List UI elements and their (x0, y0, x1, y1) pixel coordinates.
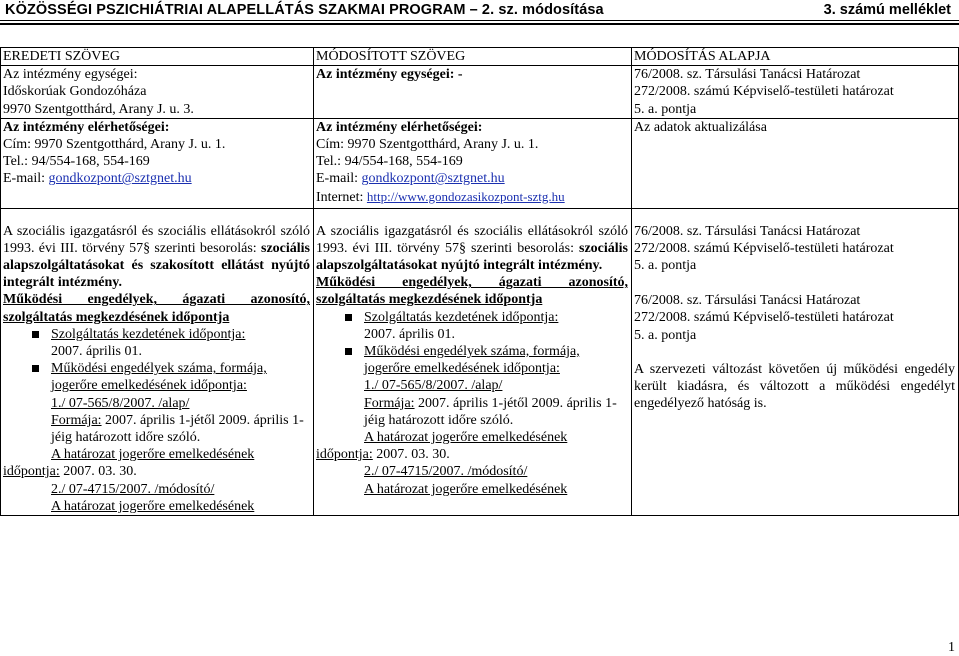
text-line: időpontja: 2007. 03. 30. (3, 464, 137, 480)
text-line: A határozat jogerőre emelkedésének (364, 481, 568, 497)
text-line: 76/2008. sz. Társulási Tanácsi Határozat (634, 293, 861, 309)
text-line: A határozat jogerőre emelkedésének (51, 498, 255, 514)
cell-original-classification (1, 208, 314, 515)
paragraph: A szervezeti változást követően új működési engedély került kiadásra, és változott a működési engedélyt engedélyező hatóság is. (634, 361, 955, 412)
cell-basis-units (632, 66, 959, 119)
text-line: Formája: 2007. április 1-jétől 2009. április 1-jéig határozott időre szóló. (364, 395, 617, 428)
text-line: Az intézmény elérhetőségei: (3, 119, 170, 135)
text-line: Az adatok aktualizálása (634, 119, 767, 135)
text-line: Az intézmény elérhetőségei: (316, 119, 483, 135)
text-line: 1./ 07-565/8/2007. /alap/ (364, 378, 503, 394)
table-header-row (1, 48, 959, 66)
text-line: A határozat jogerőre emelkedésének (51, 447, 255, 463)
text-line: 2007. április 01. (364, 326, 455, 342)
table-row-contacts (1, 118, 959, 208)
bullet-item: Működési engedélyek száma, formája, jogerőre emelkedésének időpontja: (316, 343, 628, 377)
text-line: Cím: 9970 Szentgotthárd, Arany J. u. 1. (316, 137, 539, 153)
cell-modified-contacts (314, 118, 632, 208)
email-line (3, 170, 310, 187)
section-heading: Működési engedélyek, ágazati azonosító, szolgáltatás megkezdésének időpontja (3, 292, 310, 325)
cell-original-units (1, 66, 314, 119)
text-line: 2./ 07-4715/2007. /módosító/ (51, 481, 215, 497)
column-header-basis: MÓDOSÍTÁS ALAPJA (632, 48, 959, 66)
column-header-modified: MÓDOSÍTOTT SZÖVEG (314, 48, 632, 66)
cell-modified-units (314, 66, 632, 119)
text-line: időpontja: 2007. 03. 30. (316, 447, 450, 463)
website-link[interactable]: http://www.gondozasikozpont-sztg.hu (366, 188, 565, 204)
text-line: A határozat jogerőre emelkedésének (364, 430, 568, 446)
annex-label: 3. számú melléklet (823, 2, 951, 18)
text-line: 272/2008. számú Képviselő-testületi határozat (634, 240, 894, 256)
text-line: 5. a. pontja (634, 327, 697, 343)
text-line: 76/2008. sz. Társulási Tanácsi Határozat (634, 67, 861, 83)
header-rule (0, 20, 959, 21)
table-row-classification (1, 208, 959, 515)
text-line: Formája: 2007. április 1-jétől 2009. április 1-jéig határozott időre szóló. (51, 412, 304, 446)
cell-original-contacts (1, 118, 314, 208)
header-rule-thick (0, 23, 959, 25)
text-line: 1./ 07-565/8/2007. /alap/ (51, 395, 190, 411)
text-line: Cím: 9970 Szentgotthárd, Arany J. u. 1. (3, 137, 226, 153)
text-line: 5. a. pontja (634, 101, 697, 117)
internet-label: Internet: (316, 189, 367, 205)
comparison-table (0, 47, 959, 516)
cell-basis-classification (632, 208, 959, 515)
email-label: E-mail: (3, 171, 49, 187)
text-line: Tel.: 94/554-168, 554-169 (316, 154, 463, 170)
text-line: 2007. április 01. (51, 344, 142, 360)
text-line: Az intézmény egységei: (3, 67, 138, 83)
email-link[interactable]: gondkozpont@sztgnet.hu (48, 171, 192, 187)
bullet-item: Szolgáltatás kezdetének időpontja: (3, 326, 310, 343)
paragraph: A szociális igazgatásról és szociális ellátásokról szóló 1993. évi III. törvény 57§ szerinti besorolás: szociális alapszolgáltatásokat és szakosított ellátást nyújtó integrált intézmény. (3, 223, 310, 291)
cell-modified-classification (314, 208, 632, 515)
text-line: 9970 Szentgotthárd, Arany J. u. 3. (3, 101, 194, 117)
email-link[interactable]: gondkozpont@sztgnet.hu (361, 171, 505, 187)
cell-basis-contacts (632, 118, 959, 208)
paragraph: A szociális igazgatásról és szociális ellátásokról szóló 1993. évi III. törvény 57§ szerinti besorolás: szociális alapszolgáltatásokat nyújtó integrált intézmény. (316, 223, 628, 274)
column-header-original: EREDETI SZÖVEG (1, 48, 314, 66)
document-title: KÖZÖSSÉGI PSZICHIÁTRIAI ALAPELLÁTÁS SZAKMAI PROGRAM – 2. sz. módosítása (5, 2, 604, 18)
email-line (316, 170, 628, 187)
table-row-units (1, 66, 959, 119)
bullet-item: Szolgáltatás kezdetének időpontja: (316, 309, 628, 326)
text-line: Tel.: 94/554-168, 554-169 (3, 154, 150, 170)
text-line: 2./ 07-4715/2007. /módosító/ (364, 464, 528, 480)
text-line: Az intézmény egységei: - (316, 67, 463, 83)
internet-line (316, 188, 628, 206)
email-label: E-mail: (316, 171, 362, 187)
text-line: 272/2008. számú Képviselő-testületi határozat (634, 310, 894, 326)
text-line: 76/2008. sz. Társulási Tanácsi Határozat (634, 223, 861, 239)
page-number: 1 (948, 640, 955, 655)
bullet-item: Működési engedélyek száma, formája, jogerőre emelkedésének időpontja: (3, 360, 310, 394)
section-heading: Működési engedélyek, ágazati azonosító, szolgáltatás megkezdésének időpontja (316, 275, 628, 308)
text-line: Időskorúak Gondozóháza (3, 84, 147, 100)
text-line: 272/2008. számú Képviselő-testületi határozat (634, 84, 894, 100)
text-line: 5. a. pontja (634, 258, 697, 274)
